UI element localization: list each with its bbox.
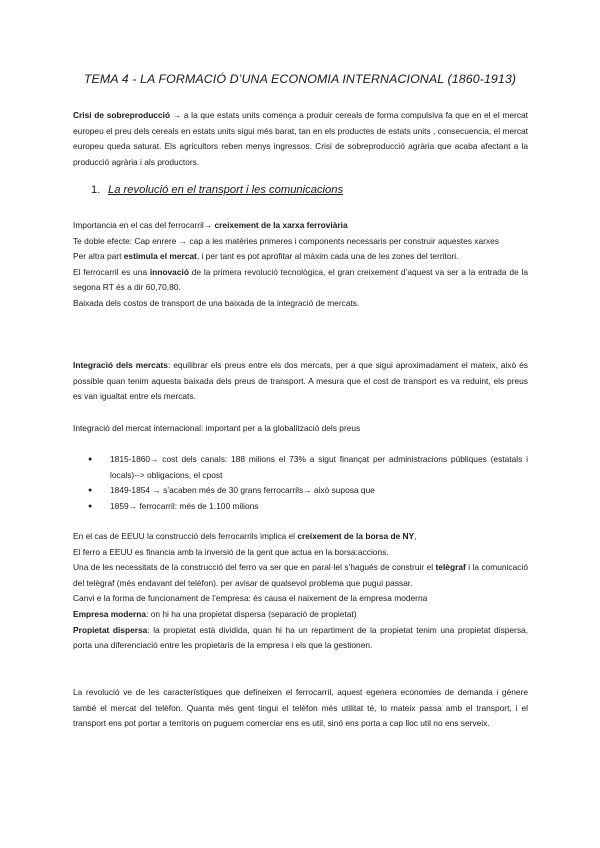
ferrocarril-line-3: Per altra part estimula el mercat, i per tant es pot aprofitar al màxim cada una de les zones del territori. <box>73 251 459 262</box>
eeuu-line-1: En el cas de EEUU la construcció dels ferrocarrils implica el creixement de la borsa de NY, <box>73 531 417 541</box>
list-item: ● 1849-1854 → s’acaben més de 30 grans ferrocarrils→ això suposa que <box>73 483 528 499</box>
paragraph-internacional: Integració del mercat internacional: important per a la globalització dels preus <box>73 423 361 433</box>
paragraph-crisi <box>73 108 528 170</box>
list-item: ● 1859→ ferrocarril: més de 1.100 milions <box>73 499 528 515</box>
paragraph-final: La revolució ve de les característiques que defineixen el ferrocarril, aquest egenera economies de demanda i gènere també el mercat del telèfon. Quanta més gent tingui el telèfon més utilitat té, lo mateix passa amb el transport, i el transport ens pot portar a territoris on puguem comerciar ens es util, sinó ens porta a cap lloc util no ens serveix. <box>73 687 528 729</box>
integracio-term: Integració dels mercats <box>73 360 168 370</box>
ferrocarril-line-4: El ferrocarril es una innovació de la primera revolució tecnològica, el gran creixement d’aquest va ser a la entrada de la segona RT és a dir 60,70,80. <box>73 266 529 293</box>
paragraph-ferrocarril <box>73 218 528 312</box>
ferrocarril-line-5: Baixada dels costos de transport de una baixada de la integració de mercats. <box>73 297 360 308</box>
eeuu-line-2: El ferro a EEUU es financia amb la inversió de la gent que actua en la borsa:accions. <box>73 546 389 557</box>
section-number: 1. <box>91 184 101 196</box>
ferrocarril-line-1: Importancia en el cas del ferrocarril→ creixement de la xarxa ferroviària <box>73 220 348 230</box>
eeuu-line-4: Canvi e la forma de funcionament de l’empresa: és causa el naixement de la empresa moderna <box>73 593 428 604</box>
document-title: TEMA 4 - LA FORMACIÓ D’UNA ECONOMIA INTERNACIONAL (1860-1913) <box>83 72 517 86</box>
eeuu-line-3: Una de les necessitats de la construcció del ferro va ser que en paral·lel s’hagués de construir el telègraf i la comunicació del telègraf (més endavant del telèfon). per avisar de qualsevol problema que pugui passar. <box>73 562 528 588</box>
section-heading <box>91 184 343 196</box>
paragraph-integracio <box>73 358 528 405</box>
eeuu-line-5: Empresa moderna: on hi ha una propietat dispersa (separació de propietat) <box>73 608 357 619</box>
integracio-text: : equilibrar els preus entre els dos mercats, per a que sigui aproximadament el mateix, això és possible quan tenim aquesta baixada dels preus de transport. A mesura que el cost de transport es va reduint, els preus es van igualtat entre els mercats. <box>73 360 528 402</box>
crisi-term: Crisi de sobreproducció <box>73 110 171 120</box>
crisi-text: → a la que estats units comença a produir cereals de forma compulsiva fa que en el el mercat europeu el preu dels cereals en estats units sigui més barat, tan en els productes de estats units , consecuencia, el mercat europeu queda saturat. Els agricultors reben menys ingressos. Crisi de sobreproducció agrària que acaba afectant a la producció agrària i als productors. <box>73 110 528 167</box>
list-item: ● 1815-1860→ cost dels canals: 188 milions el 73% a sigut finançat per administracions públiques (estatals i locals)--> obligacions, el cpost <box>73 452 528 483</box>
paragraph-eeuu <box>73 529 528 654</box>
ferrocarril-line-2: Te doble efecte: Cap enrere → cap a les matèries primeres i components necessaris per construir aquestes xarxes <box>73 235 499 246</box>
eeuu-line-6: Propietat dispersa: la propietat està dividida, quan hi ha un repartiment de la propietat tenim una propietat dispersa, porta una diferenciació entre les propietaris de la empresa i els que la gestionen. <box>73 624 528 651</box>
section-title: La revolució en el transport i les comunicacions <box>108 184 344 196</box>
bullet-list <box>73 452 528 514</box>
